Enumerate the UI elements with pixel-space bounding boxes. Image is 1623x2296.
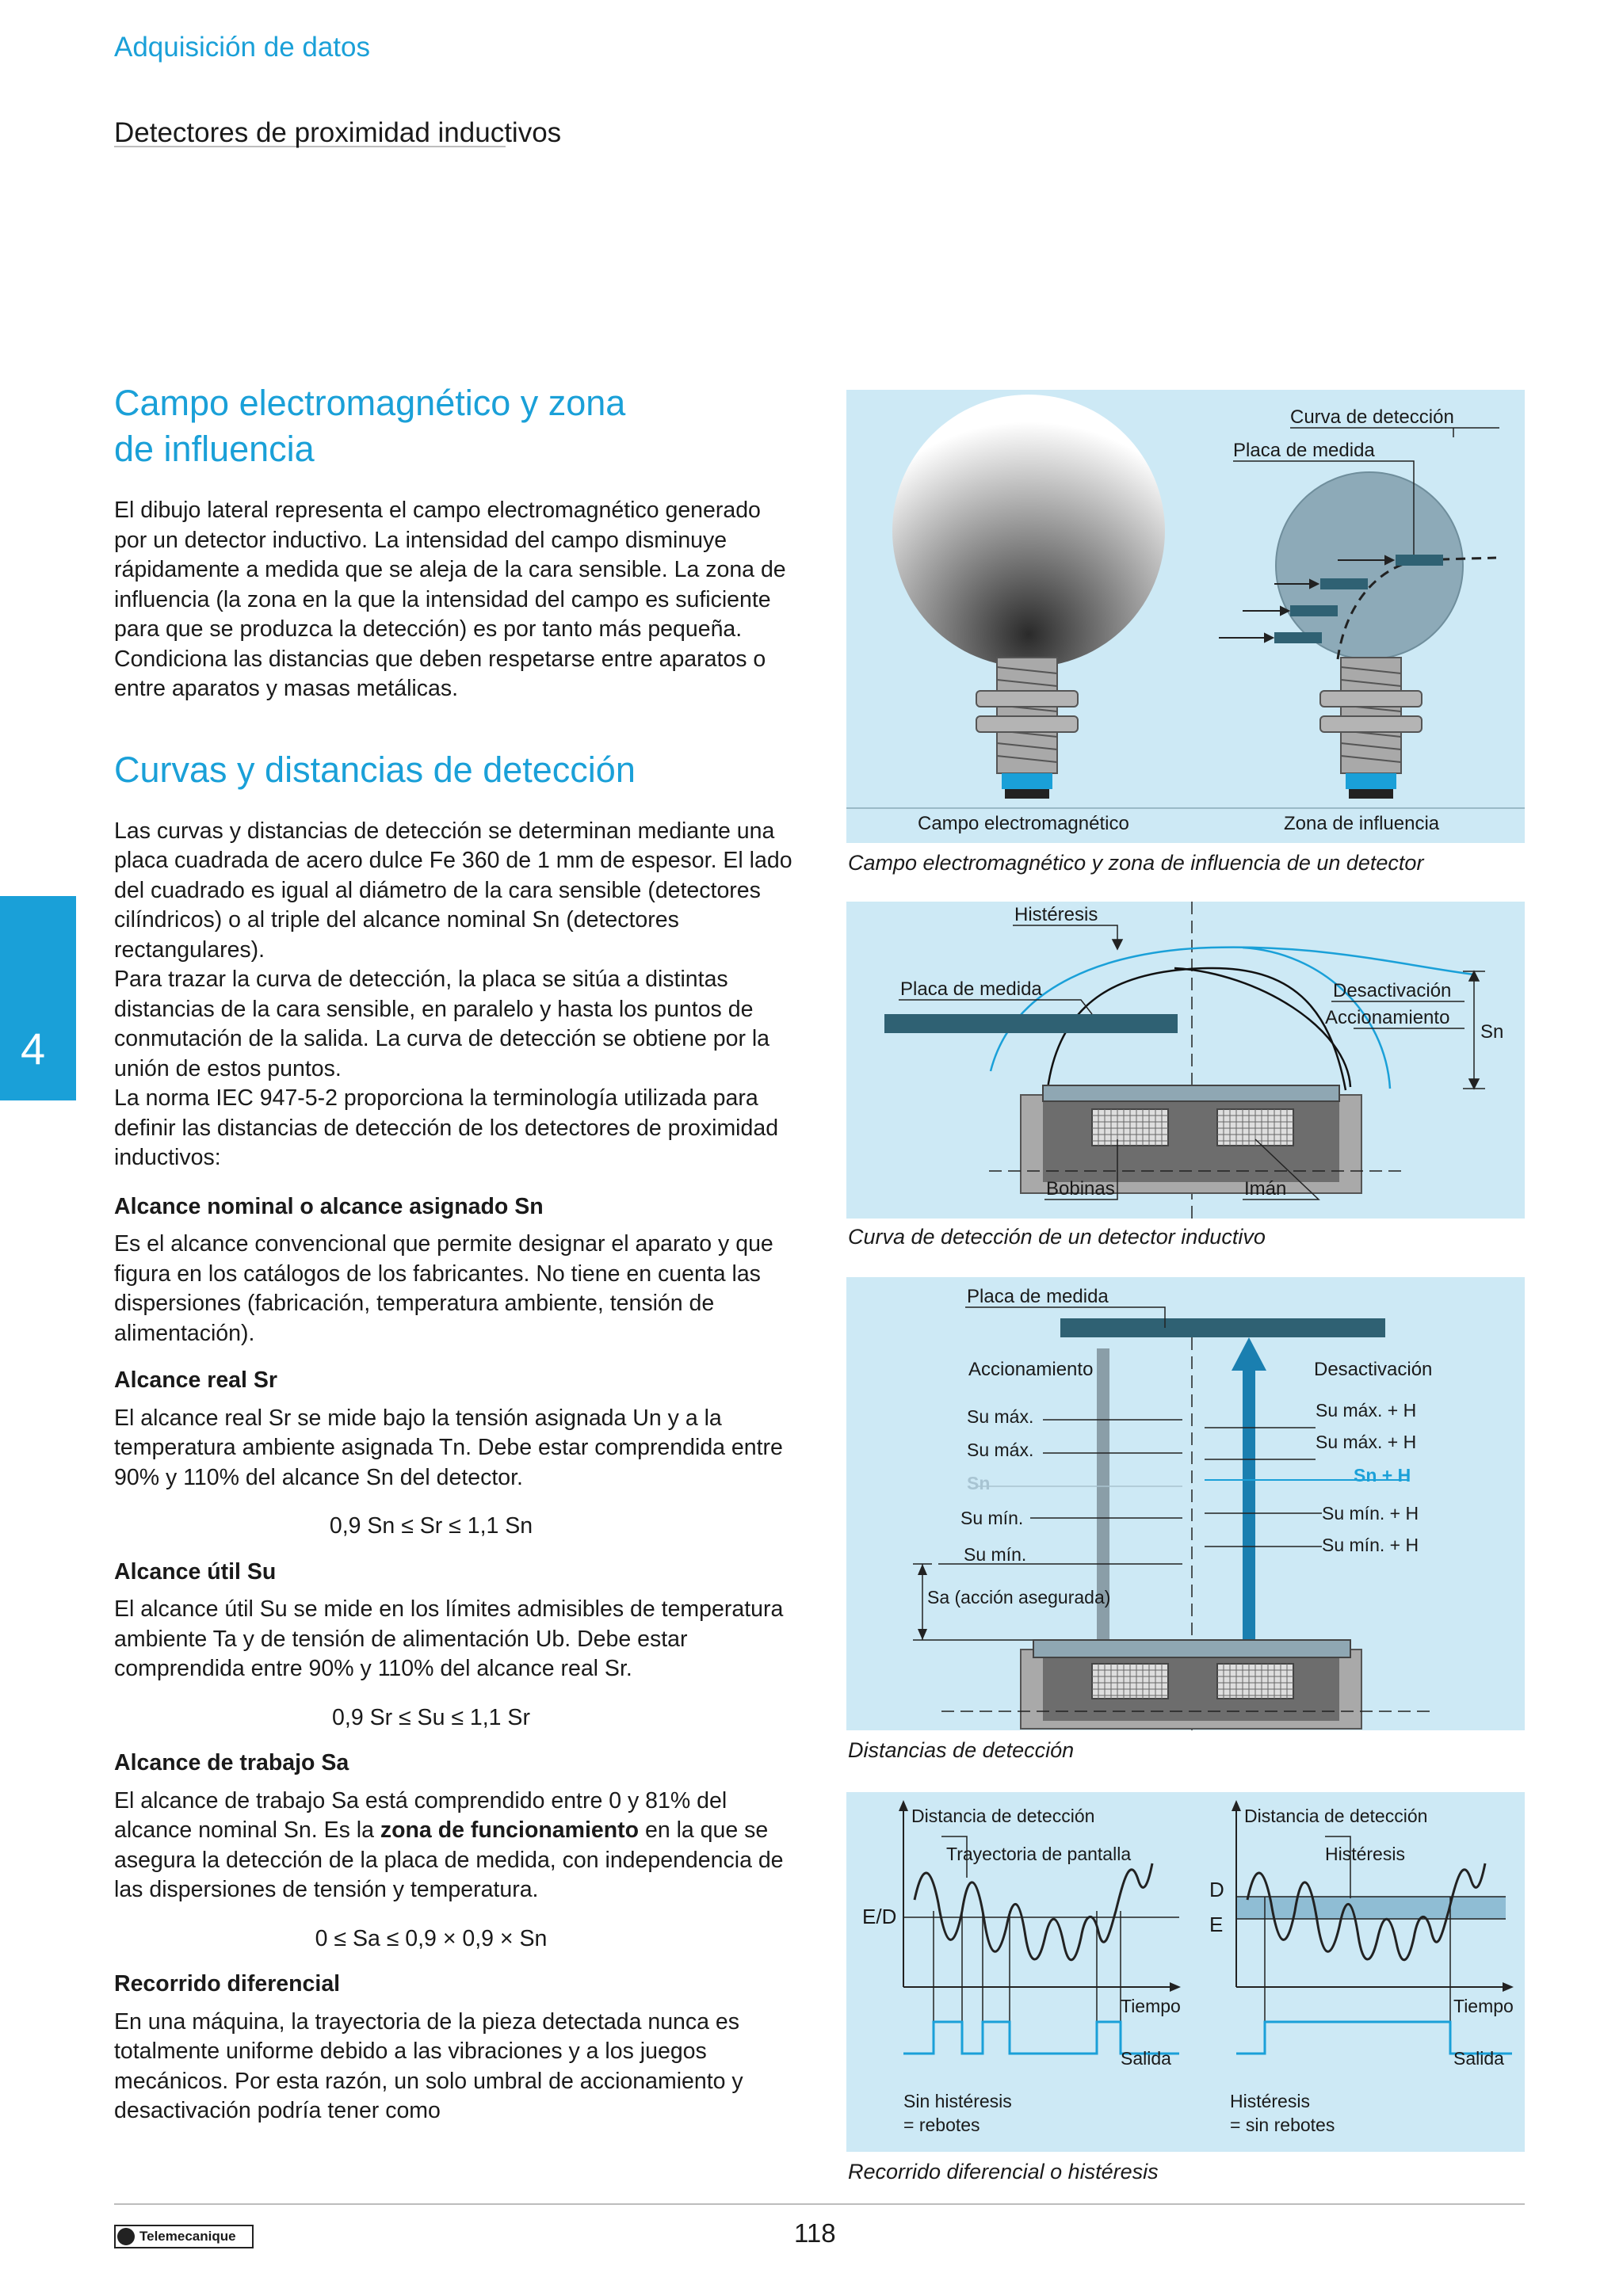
label-sumax-r2: Su máx. + H [1316, 1432, 1417, 1452]
label-sumin-r1: Su mín. + H [1322, 1503, 1419, 1524]
measuring-plate [884, 1014, 1178, 1033]
sensor-right [1320, 658, 1422, 799]
section-title: Adquisición de datos [114, 32, 370, 63]
panel-con-histeresis [1209, 1800, 1514, 2135]
page-header [114, 32, 669, 158]
heading-campo-line1: Campo electromagnético y zona [114, 383, 626, 423]
brand-logo [114, 2225, 254, 2248]
label-bobinas: Bobinas [1046, 1178, 1115, 1199]
label-sumin-l1: Su mín. [960, 1508, 1024, 1528]
label-salida-right: Salida [1453, 2048, 1504, 2069]
subheading-sa: Alcance de trabajo Sa [114, 1750, 349, 1775]
label-note-left1: Sin histéresis [903, 2091, 1012, 2111]
sensor-left [976, 658, 1078, 799]
formula-sa: 0 ≤ Sa ≤ 0,9 × 0,9 × Sn [315, 1925, 548, 1951]
figure-histeresis-drawing [846, 1792, 1525, 2152]
plate-2 [1320, 578, 1368, 589]
subheading-recorrido: Recorrido diferencial [114, 1971, 341, 1997]
logo-text: Telemecanique [139, 2229, 236, 2244]
label-sumin-r2: Su mín. + H [1322, 1535, 1419, 1555]
label-sumax-l2: Su máx. [967, 1440, 1034, 1460]
figure-histeresis [846, 1792, 1525, 2152]
label-desactivacion: Desactivación [1333, 980, 1452, 1001]
field-circle [892, 395, 1165, 667]
figure-campo [846, 390, 1525, 843]
figure-curva [846, 902, 1525, 1219]
label-sumax-r1: Su máx. + H [1316, 1400, 1417, 1421]
hysteresis-band [1236, 1897, 1506, 1919]
label-hist-right: Histéresis [1325, 1844, 1405, 1864]
caption-fig4: Recorrido diferencial o histéresis [848, 2160, 1159, 2183]
label-salida-left: Salida [1121, 2048, 1171, 2069]
figure-distancias-drawing [846, 1277, 1525, 1730]
panel-sin-histeresis [862, 1800, 1181, 2135]
sensor-body [989, 1085, 1401, 1193]
label-sumin-l2: Su mín. [964, 1544, 1027, 1565]
heading-campo [114, 380, 804, 472]
label-dist-left: Distancia de detección [911, 1806, 1095, 1826]
label-dist-right: Distancia de detección [1244, 1806, 1428, 1826]
page-subtitle: Detectores de proximidad inductivos [114, 117, 562, 148]
label-placa: Placa de medida [1233, 440, 1375, 461]
right-levels [1205, 1428, 1322, 1547]
paragraph-campo: El dibujo lateral representa el campo electromagnético generado por un detector inductivo. La intensidad del campo disminuye rápidamente a medida que se aleja de la cara sensible. La zona de influencia (la zona en la que la intensidad del campo es suficiente para que se produzca la detección) es por tanto más pequeña. Condiciona las distancias que deben respetarse entre aparatos o entre aparatos y masas metálicas. [114, 498, 786, 701]
paragraph-sn: Es el alcance convencional que permite designar el aparato y que figura en los catálogos de los fabricantes. No tiene en cuenta las dispersiones (fabricación, temperatura ambiente, tensión de alimentación). [114, 1231, 773, 1346]
label-curva: Curva de detección [1290, 406, 1454, 428]
paragraph-sr: El alcance real Sr se mide bajo la tensión asignada Un y a la temperatura ambiente asignada Tn. Debe estar comprendida entre 90% y 110% del alcance Sn del detector. [114, 1405, 783, 1490]
label-note-left2: = rebotes [903, 2115, 980, 2135]
label-desactivacion-3: Desactivación [1314, 1359, 1433, 1380]
label-note-right1: Histéresis [1230, 2091, 1310, 2111]
label-snh: Sn + H [1354, 1465, 1411, 1486]
paragraph-curvas-a: Las curvas y distancias de detección se determinan mediante una placa cuadrada de acero dulce Fe 360 de 1 mm de espesor. El lado del cuadrado es igual al diámetro de la cara sensible (detectores cilíndricos) o al triple del alcance nominal Sn (detectores rectangulares). [114, 818, 792, 963]
label-tray: Trayectoria de pantalla [946, 1844, 1132, 1864]
label-sn-l: Sn [967, 1473, 991, 1493]
chapter-tab [0, 896, 76, 1100]
figure-campo-drawing [846, 390, 1525, 843]
label-placa-3: Placa de medida [967, 1286, 1109, 1307]
subheading-sn: Alcance nominal o alcance asignado Sn [114, 1193, 544, 1219]
paragraph-curvas-b: Para trazar la curva de detección, la placa se sitúa a distintas distancias de la cara sensible, en paralelo y hasta los puntos de conmutación de la salida. La curva de detección se obtiene por la unión de estos puntos. [114, 967, 770, 1081]
heading-campo-line2: de influencia [114, 429, 315, 469]
label-placa-2: Placa de medida [900, 978, 1042, 1000]
subheading-su: Alcance útil Su [114, 1558, 277, 1585]
formula-sr: 0,9 Sn ≤ Sr ≤ 1,1 Sn [329, 1513, 533, 1539]
heading-curvas: Curvas y distancias de detección [114, 749, 636, 790]
caption-fig3: Distancias de detección [848, 1738, 1075, 1762]
label-d: D [1209, 1878, 1224, 1901]
arrow-accionamiento [1097, 1348, 1109, 1680]
footer-divider [114, 2203, 1525, 2205]
label-accionamiento-3: Accionamiento [968, 1359, 1094, 1380]
label-histeresis: Histéresis [1014, 904, 1098, 925]
label-e: E [1209, 1913, 1224, 1936]
logo-mark-icon [117, 2228, 135, 2245]
figure-distancias [846, 1277, 1525, 1730]
label-tiempo-left: Tiempo [1121, 1996, 1181, 2016]
label-note-right2: = sin rebotes [1230, 2115, 1335, 2135]
label-sn: Sn [1480, 1021, 1504, 1043]
label-ed: E/D [862, 1905, 897, 1928]
label-iman: Imán [1244, 1178, 1287, 1199]
figure-curva-drawing [846, 902, 1525, 1219]
label-tiempo-right: Tiempo [1453, 1996, 1514, 2016]
paragraph-sa-a: El alcance de trabajo Sa está comprendido entre 0 y 81% del alcance nominal Sn. Es la [114, 1787, 727, 1843]
paragraph-recorrido: En una máquina, la trayectoria de la pieza detectada nunca es totalmente uniforme debido a las vibraciones y a los juegos mecánicos. Por esta razón, un solo umbral de accionamiento y desactivación podría tener como [114, 2008, 743, 2123]
paragraph-sa [114, 1787, 796, 1905]
left-column [114, 380, 804, 2126]
formula-su: 0,9 Sr ≤ Su ≤ 1,1 Sr [332, 1704, 530, 1730]
paragraph-su: El alcance útil Su se mide en los límites admisibles de temperatura ambiente Ta y de tensión de alimentación Ub. Debe estar comprendida entre 90% y 110% del alcance real Sr. [114, 1596, 784, 1681]
label-campo: Campo electromagnético [918, 813, 1129, 834]
chapter-number: 4 [21, 1024, 46, 1074]
plate-4 [1274, 632, 1322, 643]
label-sumax-l1: Su máx. [967, 1406, 1034, 1427]
label-accionamiento: Accionamiento [1325, 1007, 1450, 1028]
subheading-sr: Alcance real Sr [114, 1367, 277, 1393]
plate-3 [1290, 605, 1338, 616]
label-sa: Sa (acción asegurada) [927, 1587, 1111, 1608]
page-number: 118 [794, 2218, 836, 2248]
label-zona: Zona de influencia [1284, 813, 1440, 834]
paragraph-sa-bold: zona de funcionamiento [380, 1817, 640, 1843]
caption-fig1: Campo electromagnético y zona de influencia de un detector [848, 851, 1424, 875]
sensor-body-3 [941, 1640, 1433, 1729]
caption-fig2: Curva de detección de un detector inductivo [848, 1225, 1266, 1249]
plate-1 [1396, 555, 1443, 566]
paragraph-curvas-c: La norma IEC 947-5-2 proporciona la terminología utilizada para definir las distancias de detección de los detectores de proximidad inductivos: [114, 1085, 779, 1170]
paragraph-sa-b: en la que se asegura la detección de la placa de medida, con independencia de las dispersiones de tensión y temperatura. [114, 1817, 784, 1902]
measuring-plate-3 [1060, 1318, 1385, 1337]
